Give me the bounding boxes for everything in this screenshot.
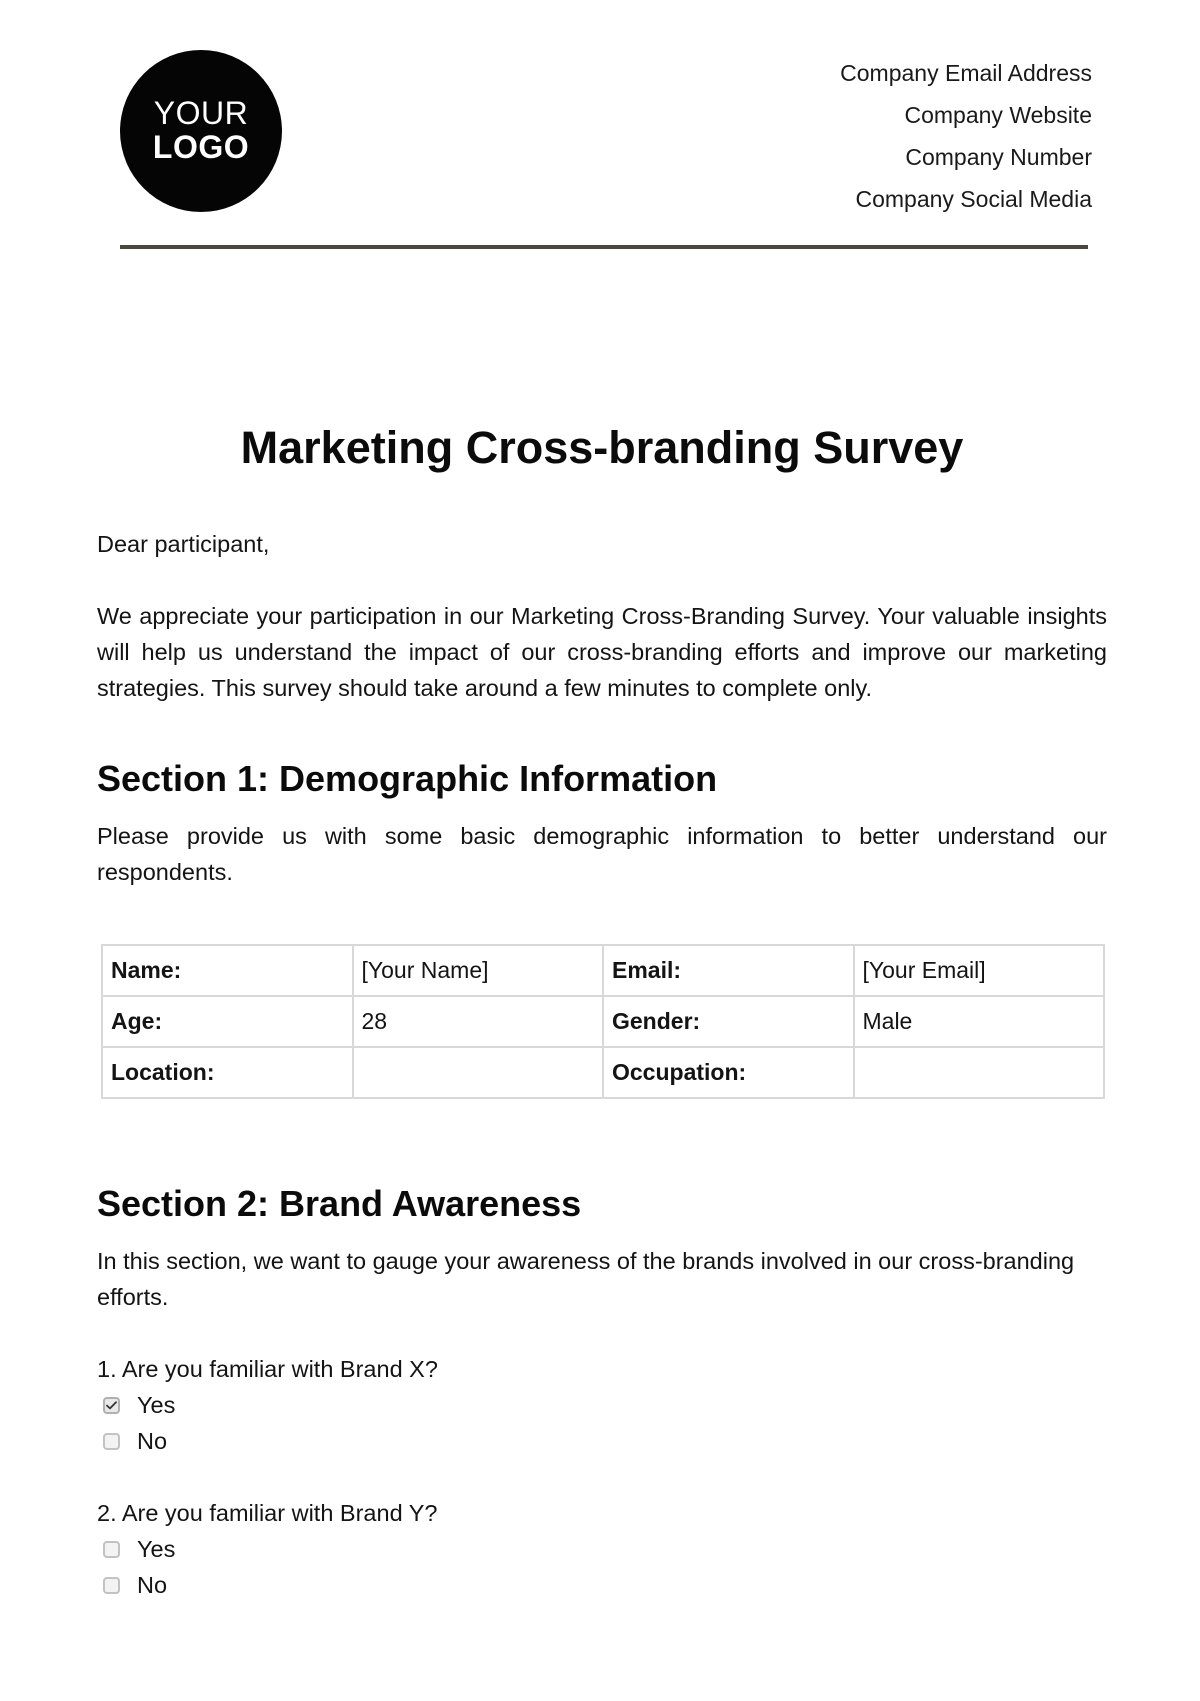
company-number: Company Number [905,144,1092,170]
occupation-label: Occupation: [603,1047,854,1098]
option-brand-y-yes[interactable] [97,1531,1107,1567]
company-contact-info [840,52,1092,220]
table-row [102,996,1104,1047]
checkbox-icon[interactable] [103,1541,120,1558]
option-label: No [137,1427,168,1454]
demographic-table [101,944,1105,1099]
intro-paragraph: We appreciate your participation in our Marketing Cross-Branding Survey. Your valuable insights will help us understand the impact of our cross-branding efforts and improve our marketing strategies. This survey should take around a few minutes to complete only. [97,603,1107,701]
question-text: 1. Are you familiar with Brand X? [97,1356,438,1382]
question-brand-x [97,1351,1107,1459]
checkbox-icon[interactable] [103,1397,120,1414]
header-divider [120,245,1088,249]
section1-title: Section 1: Demographic Information [97,758,718,799]
name-label: Name: [102,945,353,996]
option-brand-x-no[interactable] [97,1423,1107,1459]
age-value[interactable]: 28 [353,996,604,1047]
table-row [102,1047,1104,1098]
table-row [102,945,1104,996]
option-brand-y-no[interactable] [97,1567,1107,1603]
section2-title: Section 2: Brand Awareness [97,1183,582,1224]
logo-text-line2: LOGO [152,129,250,165]
logo-text-line1: YOUR [153,95,249,132]
option-label: Yes [137,1391,176,1418]
location-label: Location: [102,1047,353,1098]
question-text: 2. Are you familiar with Brand Y? [97,1500,438,1526]
email-value[interactable]: [Your Email] [854,945,1105,996]
document-header [0,0,1200,260]
location-value[interactable] [353,1047,604,1098]
document-body [97,400,1107,1603]
option-label: No [137,1571,168,1598]
age-label: Age: [102,996,353,1047]
section1-description: Please provide us with some basic demographic information to better understand our respondents. [97,823,1107,885]
gender-value[interactable]: Male [854,996,1105,1047]
company-website: Company Website [904,102,1092,128]
occupation-value[interactable] [854,1047,1105,1098]
question-brand-y [97,1495,1107,1603]
name-value[interactable]: [Your Name] [353,945,604,996]
company-email-address: Company Email Address [840,60,1092,86]
company-social-media: Company Social Media [855,186,1092,212]
checkbox-icon[interactable] [103,1433,120,1450]
greeting: Dear participant, [97,531,270,557]
option-label: Yes [137,1535,176,1562]
checkbox-icon[interactable] [103,1577,120,1594]
section2-description: In this section, we want to gauge your awareness of the brands involved in our cross-branding efforts. [97,1248,1075,1310]
document-title: Marketing Cross-branding Survey [240,422,964,473]
email-label: Email: [603,945,854,996]
gender-label: Gender: [603,996,854,1047]
company-logo [120,50,282,212]
option-brand-x-yes[interactable] [97,1387,1107,1423]
